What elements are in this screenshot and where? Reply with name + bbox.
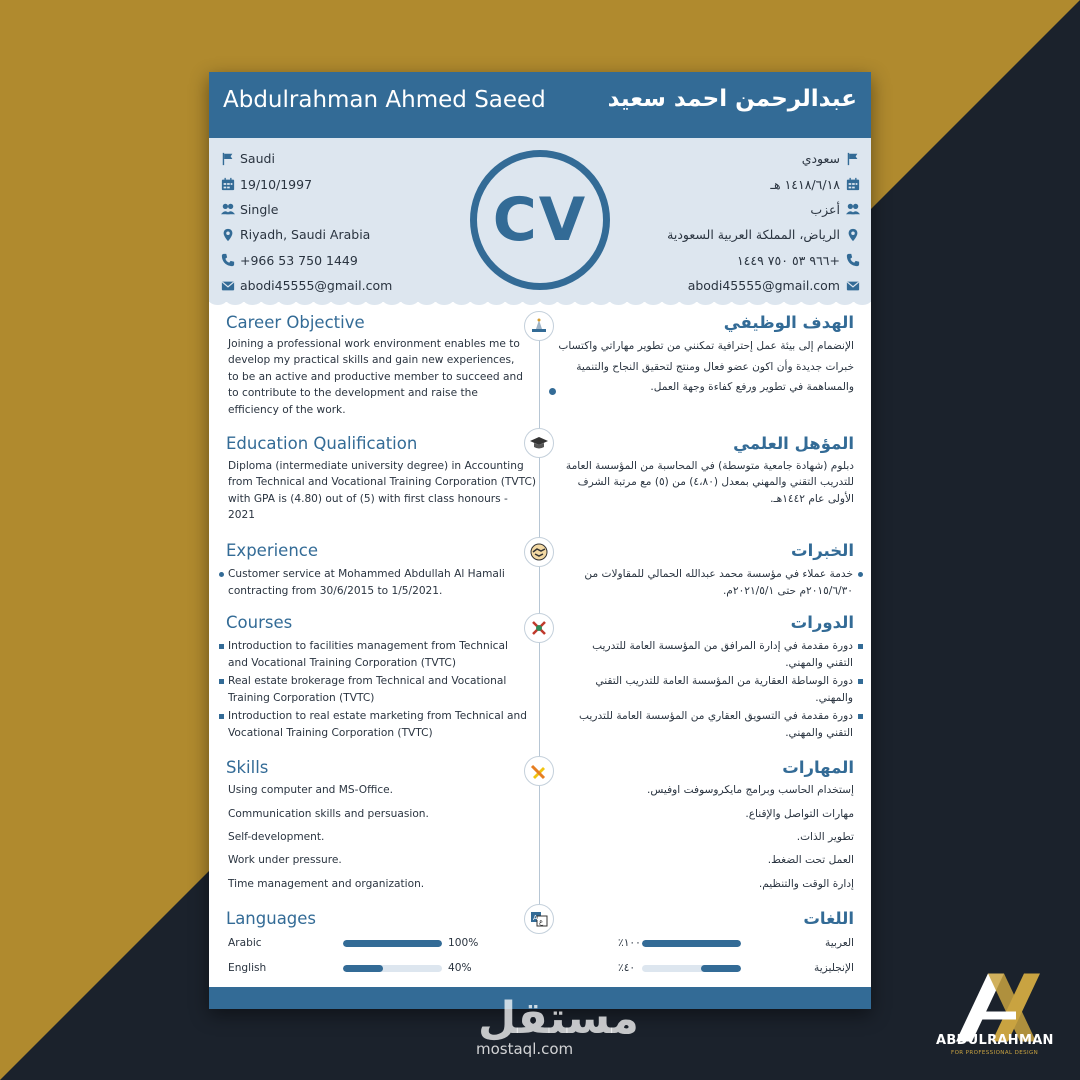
info-text: Saudi (240, 151, 275, 167)
skill-item-ar: العمل تحت الضغط. (767, 854, 854, 866)
skills-title-ar: المهارات (782, 758, 854, 777)
info-text: +٩٦٦ ٥٣ ٧٥٠ ١٤٤٩ (736, 252, 840, 268)
experience-title-ar: الخبرات (791, 541, 854, 560)
info-list-arabic (667, 146, 861, 298)
education-title-ar: المؤهل العلمي (733, 434, 854, 453)
info-row (219, 146, 392, 171)
language-percent-ar: ١٠٠٪ (618, 937, 641, 949)
languages-title-en: Languages (226, 909, 317, 928)
info-row (219, 197, 392, 222)
info-row (219, 273, 392, 298)
skill-item-en: Work under pressure. (228, 854, 342, 866)
handshake-icon (524, 537, 554, 567)
info-text: 19/10/1997 (240, 176, 313, 192)
info-row (667, 248, 861, 273)
location-pin-icon (844, 226, 861, 243)
users-icon (219, 201, 236, 218)
location-pin-icon (219, 226, 236, 243)
skill-item-en: Time management and organization. (228, 878, 425, 890)
language-name-ar: العربية (825, 937, 854, 949)
course-item-en: Introduction to facilities management from Technical and Vocational Training Corporation (TVTC) (219, 638, 529, 671)
flag-icon (844, 150, 861, 167)
info-row (219, 222, 392, 247)
svg-text:A: A (533, 914, 538, 922)
course-item-en: Real estate brokerage from Technical and Vocational Training Corporation (TVTC) (219, 673, 529, 706)
info-text: Riyadh, Saudi Arabia (240, 227, 371, 243)
info-row (667, 171, 861, 196)
language-name-en: Arabic (228, 937, 262, 949)
languages-title-ar: اللغات (803, 909, 854, 928)
objective-text-en: Joining a professional work environment enables me to develop my practical skills and gain new experiences, to be an active and productive member to succeed and to contribute to the development and raise the efficiency of the work. (228, 338, 523, 416)
objective-text-ar: الإنضمام إلى بيئة عمل إحترافية تمكنني من تطوير مهاراتي واكتساب خبرات جديدة وأن اكون عضو فعال ومنتج لتحقيق النجاح والتنمية والمساهمة في تطوير ورفع كفاءة وجهة العمل. (558, 340, 854, 393)
info-text: +966 53 750 1449 (240, 252, 358, 268)
language-bar-en (343, 965, 442, 972)
language-percent-en: 40% (448, 962, 472, 974)
watermark-brand: مستقل (478, 993, 639, 1044)
info-text: Single (240, 201, 279, 217)
objective-title-ar: الهدف الوظيفي (723, 313, 854, 332)
logo-name: ABDULRAHMAN (936, 1033, 1054, 1048)
timeline-dot (549, 388, 556, 395)
experience-item-ar: خدمة عملاء في مؤسسة محمد عبدالله الحمالي للمقاولات من ٢٠١٥/٦/٣٠م حتى ٢٠٢١/٥/١م. (563, 566, 863, 599)
language-name-ar: الإنجليزية (814, 962, 854, 974)
language-percent-ar: ٤٠٪ (618, 962, 636, 974)
courses-title-ar: الدورات (790, 613, 854, 632)
language-percent-en: 100% (448, 937, 479, 949)
name-english: Abdulrahman Ahmed Saeed (223, 87, 546, 113)
resume-sheet (209, 72, 871, 1009)
language-name-en: English (228, 962, 267, 974)
info-row (667, 222, 861, 247)
info-row (667, 273, 861, 298)
skills-title-en: Skills (226, 758, 269, 777)
info-text: ١٤١٨/٦/١٨ هـ (770, 176, 840, 192)
course-item-ar: دورة مقدمة في التسويق العقاري من المؤسسة العامة للتدريب التقني والمهني. (573, 708, 863, 741)
skill-item-en: Communication skills and persuasion. (228, 808, 429, 820)
courses-title-en: Courses (226, 613, 293, 632)
skill-item-en: Self-development. (228, 831, 325, 843)
calendar-icon (219, 176, 236, 193)
info-row (219, 171, 392, 196)
svg-text:ع: ع (539, 918, 544, 926)
objective-title-en: Career Objective (226, 313, 365, 332)
skill-item-ar: إستخدام الحاسب وبرامج مايكروسوفت اوفيس. (647, 784, 854, 796)
mail-icon (844, 277, 861, 294)
skill-item-ar: مهارات التواصل والإقناع. (745, 808, 854, 820)
course-item-ar: دورة مقدمة في إدارة المرافق من المؤسسة العامة للتدريب التقني والمهني. (573, 638, 863, 671)
info-text: abodi45555@gmail.com (687, 278, 840, 294)
course-item-ar: دورة الوساطة العقارية من المؤسسة العامة للتدريب التقني والمهني. (573, 673, 863, 706)
skill-item-ar: تطوير الذات. (796, 831, 854, 843)
skill-item-ar: إدارة الوقت والتنظيم. (758, 878, 854, 890)
education-text-ar: دبلوم (شهادة جامعية متوسطة) في المحاسبة من المؤسسة العامة للتدريب التقني والمهني بمعدل (٤،٨٠) من (٥) مع مرتبة الشرف الأولى عام ١٤٤٢هـ. (565, 460, 854, 505)
info-row (667, 146, 861, 171)
phone-icon (219, 252, 236, 269)
experience-item-en: Customer service at Mohammed Abdullah Al Hamali contracting from 30/6/2015 to 1/5/2021. (219, 566, 529, 599)
flag-icon (219, 150, 236, 167)
skill-item-en: Using computer and MS-Office. (228, 784, 394, 796)
language-bar-en (343, 940, 442, 947)
info-text: الرياض، المملكة العربية السعودية (667, 227, 840, 243)
info-list-english (219, 146, 392, 298)
calendar-icon (844, 176, 861, 193)
experience-title-en: Experience (226, 541, 319, 560)
mail-icon (219, 277, 236, 294)
course-item-en: Introduction to real estate marketing from Technical and Vocational Training Corporation (TVTC) (219, 708, 529, 741)
translate-icon (524, 904, 554, 934)
info-text: abodi45555@gmail.com (240, 278, 393, 294)
cv-badge: CV (470, 150, 610, 290)
logo-tagline: FOR PROFESSIONAL DESIGN (951, 1050, 1039, 1056)
name-arabic: عبدالرحمن احمد سعيد (607, 86, 857, 112)
education-text-en: Diploma (intermediate university degree) in Accounting from Technical and Vocational Training Corporation (TVTC) with GPA is (4.80) out of (5) with first class honours - 2021 (228, 460, 536, 522)
education-title-en: Education Qualification (226, 434, 418, 453)
info-text: سعودي (801, 151, 840, 167)
graduation-cap-icon (524, 428, 554, 458)
info-row (219, 248, 392, 273)
language-bar-ar (642, 940, 741, 947)
watermark-url: mostaql.com (476, 1040, 574, 1058)
info-text: أعزب (810, 201, 840, 217)
phone-icon (844, 252, 861, 269)
pencil-ruler-icon (524, 756, 554, 786)
header-bar (209, 72, 871, 138)
language-bar-ar (642, 965, 741, 972)
info-row (667, 197, 861, 222)
users-icon (844, 201, 861, 218)
